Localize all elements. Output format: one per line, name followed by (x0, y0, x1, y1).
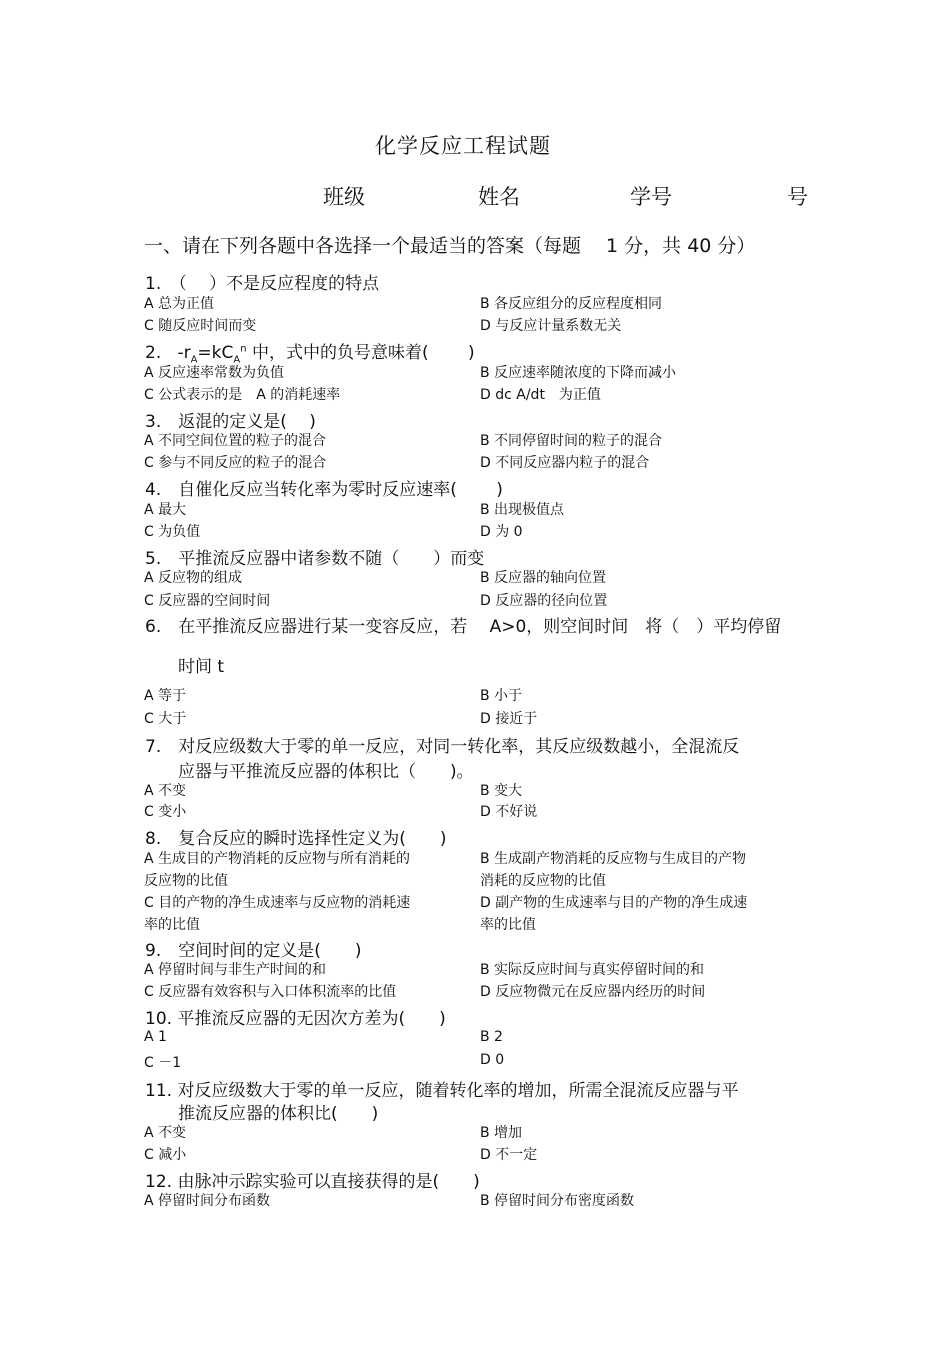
option: A 不变 (144, 1125, 187, 1141)
option: B 生成副产物消耗的反应物与生成目的产物 (480, 851, 747, 867)
section-heading: 一、请在下列各题中各选择一个最适当的答案（每题 1 分，共 40 分） (144, 235, 756, 257)
option: C －1 (144, 1055, 182, 1071)
option: B 不同停留时间的粒子的混合 (480, 433, 663, 449)
rate-symbol: -r (177, 343, 191, 363)
stem-text: 中，式中的负号意味着( ) (246, 343, 475, 363)
option: D 0 (480, 1052, 505, 1068)
option: C 变小 (144, 804, 187, 820)
option: B 反应器的轴向位置 (480, 570, 607, 586)
option: C 公式表示的是 A 的消耗速率 (144, 387, 341, 403)
question-stem: 7. 对反应级数大于零的单一反应，对同一转化率，其反应级数越小，全混流反 (145, 737, 740, 757)
option: B 2 (480, 1029, 503, 1045)
question-stem-continued: 时间 t (178, 657, 225, 677)
option: C 为负值 (144, 524, 201, 540)
option: B 小于 (480, 688, 523, 704)
option: B 实际反应时间与真实停留时间的和 (480, 962, 705, 978)
question-stem: 4. 自催化反应当转化率为零时反应速率( ) (145, 480, 503, 500)
name-label: 姓名 (478, 185, 520, 209)
option: A 总为正值 (144, 296, 215, 312)
question-stem: 5. 平推流反应器中诸参数不随（ ）而变 (145, 549, 485, 569)
option: B 出现极值点 (480, 502, 565, 518)
option: D 反应物微元在反应器内经历的时间 (480, 984, 706, 1000)
exponent-n: n (240, 343, 247, 355)
option-continued: 反应物的比值 (144, 873, 228, 889)
option: A 停留时间与非生产时间的和 (144, 962, 327, 978)
option: A 最大 (144, 502, 187, 518)
option: D 不一定 (480, 1147, 538, 1163)
subscript-a: A (233, 354, 241, 366)
option: A 等于 (144, 688, 187, 704)
option: D 副产物的生成速率与目的产物的净生成速 (480, 895, 748, 911)
student-id-label: 学号 (630, 185, 672, 209)
option-continued: 消耗的反应物的比值 (480, 873, 606, 889)
question-stem: 9. 空间时间的定义是( ) (145, 941, 362, 961)
option-continued: 率的比值 (144, 917, 200, 933)
option: D 与反应计量系数无关 (480, 318, 622, 334)
option: C 反应器有效容积与入口体积流率的比值 (144, 984, 397, 1000)
rate-equation: =kC (197, 343, 234, 363)
option: B 停留时间分布密度函数 (480, 1193, 635, 1209)
option: C 目的产物的净生成速率与反应物的消耗速 (144, 895, 411, 911)
option: B 增加 (480, 1125, 523, 1141)
question-stem-continued: 应器与平推流反应器的体积比（ )。 (178, 762, 474, 782)
question-stem: 8. 复合反应的瞬时选择性定义为( ) (145, 829, 447, 849)
option-continued: 率的比值 (480, 917, 536, 933)
question-number: 2. (145, 343, 162, 363)
option: B 变大 (480, 783, 523, 799)
option: C 大于 (144, 711, 187, 727)
class-label: 班级 (323, 185, 365, 209)
page-title: 化学反应工程试题 (375, 134, 551, 158)
question-stem: 3. 返混的定义是( ) (145, 412, 316, 432)
subscript-a: A (190, 354, 198, 366)
option: A 不变 (144, 783, 187, 799)
option: D dc A/dt 为正值 (480, 387, 601, 403)
option: A 不同空间位置的粒子的混合 (144, 433, 327, 449)
option: D 不好说 (480, 804, 538, 820)
question-stem: 12. 由脉冲示踪实验可以直接获得的是( ) (145, 1172, 480, 1192)
question-stem-continued: 推流反应器的体积比( ) (178, 1104, 379, 1124)
option: C 反应器的空间时间 (144, 593, 271, 609)
option: A 1 (144, 1029, 167, 1045)
option: D 不同反应器内粒子的混合 (480, 455, 650, 471)
option: D 接近于 (480, 711, 538, 727)
question-stem: 11. 对反应级数大于零的单一反应，随着转化率的增加，所需全混流反应器与平 (145, 1081, 739, 1101)
option: A 停留时间分布函数 (144, 1193, 271, 1209)
option: C 减小 (144, 1147, 187, 1163)
option: A 反应物的组成 (144, 570, 243, 586)
question-stem: 6. 在平推流反应器进行某一变容反应，若 A>0，则空间时间 将（ ）平均停留 (145, 617, 782, 637)
option: D 反应器的径向位置 (480, 593, 608, 609)
option: C 随反应时间而变 (144, 318, 257, 334)
option: D 为 0 (480, 524, 523, 540)
question-stem: 1. （ ）不是反应程度的特点 (145, 274, 380, 294)
option: A 生成目的产物消耗的反应物与所有消耗的 (144, 851, 411, 867)
option: B 各反应组分的反应程度相同 (480, 296, 663, 312)
number-label: 号 (787, 185, 808, 209)
option: B 反应速率随浓度的下降而减小 (480, 365, 677, 381)
option: C 参与不同反应的粒子的混合 (144, 455, 327, 471)
option: A 反应速率常数为负值 (144, 365, 285, 381)
question-stem: 10. 平推流反应器的无因次方差为( ) (145, 1009, 446, 1029)
